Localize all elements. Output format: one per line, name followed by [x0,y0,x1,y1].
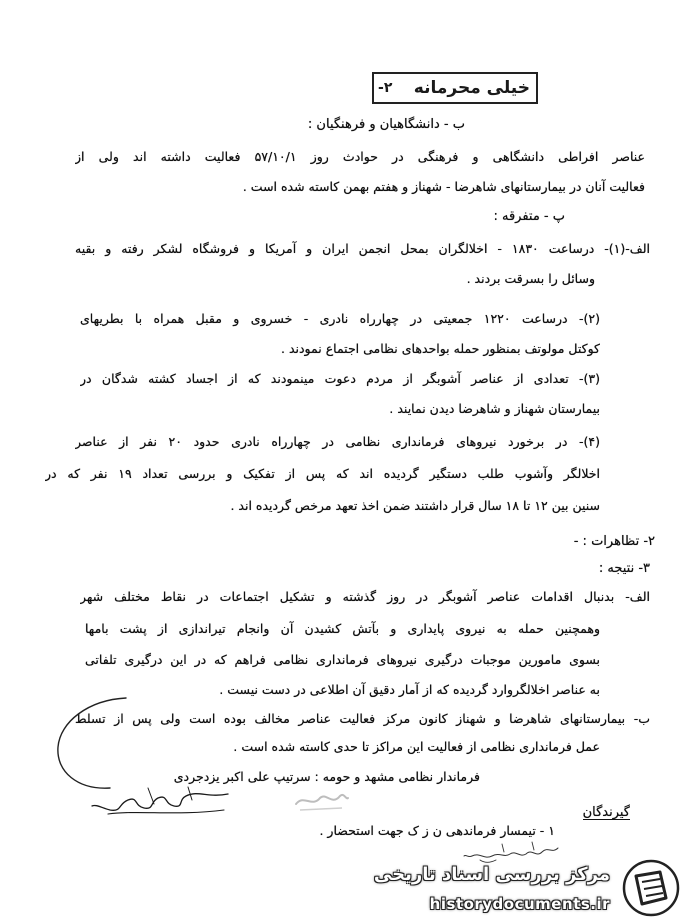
result-item-line: بسوی مامورین موجبات درگیری نیروهای فرمانداری نظامی فراهم که در این درگیری تلفاتی [85,652,600,667]
universities-line: عناصر افراطی دانشگاهی و فرهنگی در حوادث روز ۵۷/۱۰/۱ فعالیت داشته اند ولی از [75,149,645,164]
misc-item-line: (۳)- تعدادی از عناصر آشوبگر از مردم دعوت مینمودند که از اجساد کشته شدگان در [80,371,600,386]
misc-item-line: سنین بین ۱۲ تا ۱۸ سال قرار داشتند ضمن اخذ تعهد مرخص گردیده اند . [230,498,600,513]
recipients-heading: گیرندگان [582,805,630,820]
demonstrations-heading: ۲- تظاهرات : - [573,534,655,549]
misc-item-line: بیمارستان شهناز و شاهرضا دیدن نمایند . [389,401,600,416]
classification-label: خیلی محرمانه [413,78,530,98]
watermark-name: مرکز بررسی اسناد تاریخی [373,864,610,885]
misc-item-line: الف-(۱)- درساعت ۱۸۳۰ - اخلالگران بمحل انجمن ایران و آمریکا و فروشگاه لشکر رفته و بقیه [75,241,650,256]
result-item-line: عمل فرمانداری نظامی از فعالیت این مراکز تا حدی کاسته شده است . [233,739,600,754]
recipient-item: ۱ - تیمسار فرماندهی ن ز ک جهت استحضار . [319,823,555,838]
margin-pen-loop [48,692,138,797]
universities-heading: ب - دانشگاهیان و فرهنگیان : [307,117,465,132]
classification-stamp [372,72,538,104]
result-item-line: وهمچنین حمله به نیروی پایداری و بآتش کشیدن آن وانجام تیراندازی از پشت بامها [85,621,600,636]
misc-heading: پ - متفرقه : [493,209,565,224]
handwritten-note [462,840,562,866]
archive-logo-icon [620,858,682,918]
misc-item-line: (۲)- درساعت ۱۲۲۰ جمعیتی در چهارراه نادری - خسروی و مقبل همراه با بطریهای [80,311,600,326]
result-item-line: به عناصر اخلالگروارد گردیده که از آمار دقیق آن اطلاعی در دست نیست . [219,682,600,697]
faint-stamp-mark [292,786,350,814]
result-heading: ۳- نتیجه : [598,561,650,576]
result-item-line: الف- بدنبال اقدامات عناصر آشوبگر در روز گذشته و تشکیل اجتماعات در نقاط مختلف شهر [80,589,650,604]
misc-item-line: وسائل را بسرقت بردند . [466,271,595,286]
misc-item-line: کوکتل مولوتف بمنظور حمله بواحدهای نظامی اجتماع نمودند . [281,341,600,356]
misc-item-line: اخلالگر وآشوب طلب دستگیر گردیده اند که پس از تفکیک و بررسی تعداد ۱۹ نفر که در [45,466,600,481]
result-item-line: ب- بیمارستانهای شاهرضا و شهناز کانون مرکز فعالیت عناصر مخالف بوده است ولی پس از تسلط [75,711,650,726]
misc-item-line: (۴)- در برخورد نیروهای فرمانداری نظامی در چهارراه نادری حدود ۲۰ نفر از عناصر [75,434,600,449]
universities-line: فعالیت آنان در بیمارستانهای شاهرضا - شهناز و هفتم بهمن کاسته شده است . [242,179,645,194]
handwritten-signature [88,784,238,820]
page-marker: ۲- [378,80,393,96]
watermark-site: historydocuments.ir [429,895,610,913]
signatory-title: فرماندار نظامی مشهد و حومه : سرتیپ علی اکبر یزدجردی [173,769,480,784]
